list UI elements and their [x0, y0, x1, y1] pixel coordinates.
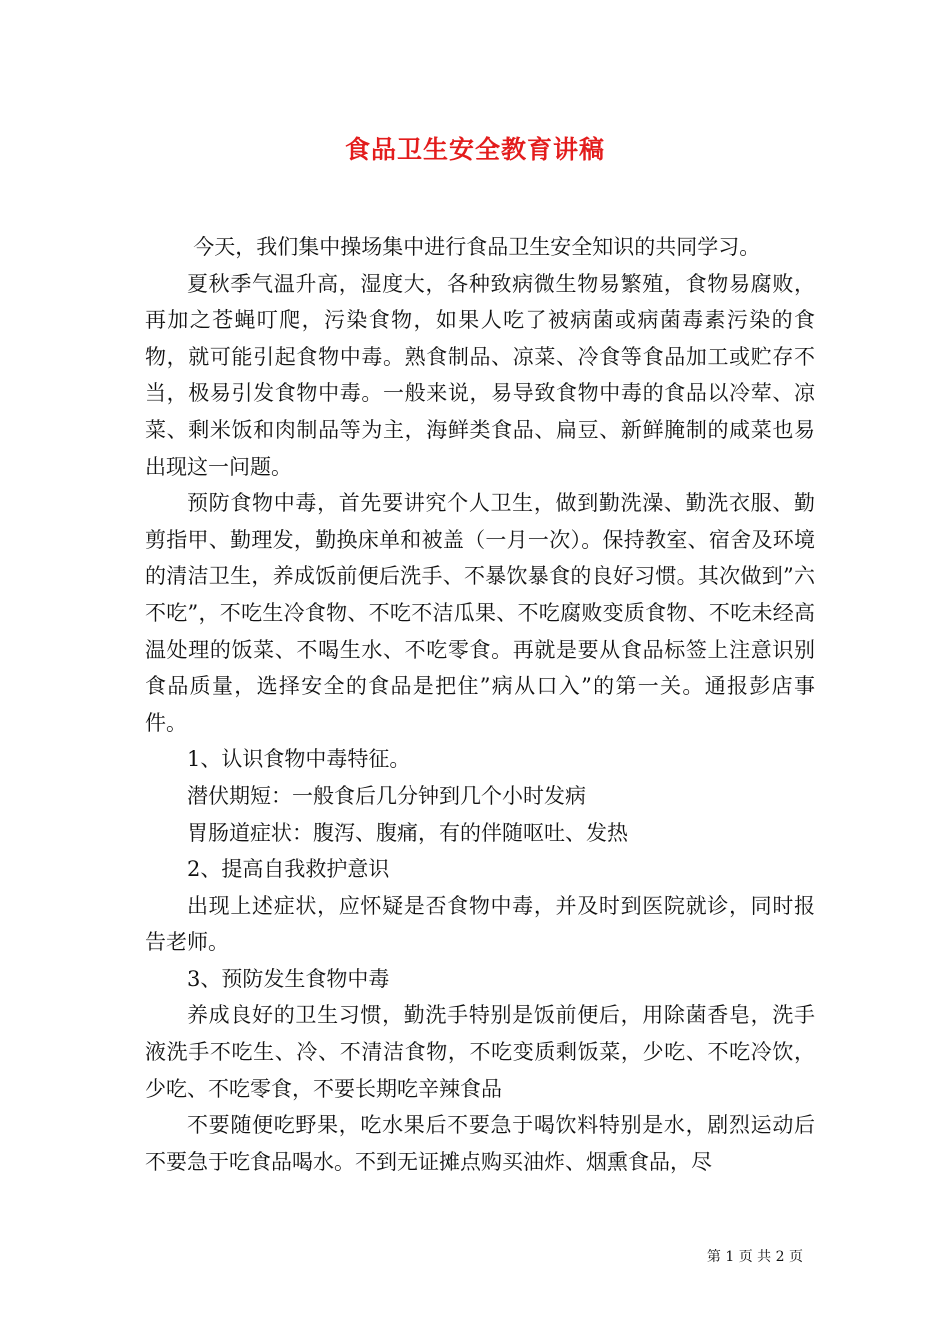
- paragraph-symptoms: 胃肠道症状：腹泻、腹痛，有的伴随呕吐、发热: [187, 820, 628, 845]
- paragraph-heading-3: 3、预防发生食物中毒: [187, 966, 390, 991]
- paragraph-intro: 今天，我们集中操场集中进行食品卫生安全知识的共同学习。: [193, 235, 761, 259]
- paragraph-heading-2: 2、提高自我救护意识: [187, 857, 390, 882]
- paragraph-heading-1: 1、认识食物中毒特征。: [187, 747, 411, 772]
- page-number: 第 1 页 共 2 页: [706, 1249, 803, 1265]
- document-title: 食品卫生安全教育讲稿: [344, 135, 605, 164]
- paragraph-hygiene-habits: 养成良好的卫生习惯，勤洗手特别是饭前便后，用除菌香皂，洗手液洗手不吃生、冷、不清洁食物，不吃变质剩饭菜，少吃、不吃冷饮，少吃、不吃零食，不要长期吃辛辣食品: [145, 1003, 815, 1101]
- paragraph-season: 夏秋季气温升高，湿度大，各种致病微生物易繁殖，食物易腐败，再加之苍蝇叮爬，污染食物，如果人吃了被病菌或病菌毒素污染的食物，就可能引起食物中毒。熟食制品、凉菜、冷食等食品加工或贮存不当，极易引发食物中毒。一般来说，易导致食物中毒的食品以冷荤、凉菜、剩米饭和肉制品等为主，海鲜类食品、扁豆、新鲜腌制的咸菜也易出现这一问题。: [145, 271, 815, 479]
- paragraph-prevention: 预防食物中毒，首先要讲究个人卫生，做到勤洗澡、勤洗衣服、勤剪指甲、勤理发，勤换床单和被盖（一月一次）。保持教室、宿舍及环境的清洁卫生，养成饭前便后洗手、不暴饮暴食的良好习惯。其次做到”六不吃”，不吃生冷食物、不吃不洁瓜果、不吃腐败变质食物、不吃未经高温处理的饭菜、不喝生水、不吃零食。再就是要从食品标签上注意识别食品质量，选择安全的食品是把住”病从口入”的第一关。通报彭店事件。: [145, 491, 815, 735]
- paragraph-self-rescue: 出现上述症状，应怀疑是否食物中毒，并及时到医院就诊，同时报告老师。: [145, 893, 815, 955]
- document-body: [145, 229, 815, 1180]
- paragraph-wild-fruit: 不要随便吃野果，吃水果后不要急于喝饮料特别是水，剧烈运动后不要急于吃食品喝水。不到无证摊点购买油炸、烟熏食品，尽: [145, 1113, 815, 1174]
- paragraph-incubation: 潜伏期短：一般食后几分钟到几个小时发病: [187, 783, 586, 808]
